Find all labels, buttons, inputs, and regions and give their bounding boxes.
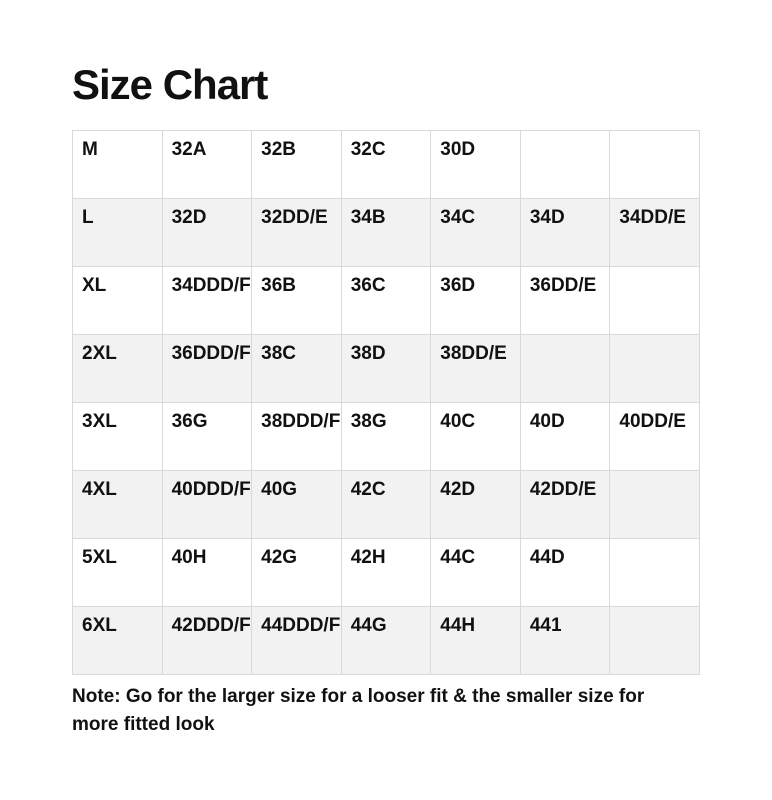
size-cell: 40G [252,471,342,539]
table-row [73,335,700,403]
size-cell: 44H [431,607,521,675]
size-cell: 34D [520,199,610,267]
size-cell [520,335,610,403]
size-label-cell: 3XL [73,403,163,471]
size-cell: 40H [162,539,252,607]
size-cell: 36G [162,403,252,471]
size-cell: 38G [341,403,431,471]
size-cell: 44C [431,539,521,607]
size-label-cell: XL [73,267,163,335]
note-text: Note: Go for the larger size for a looser fit & the smaller size for more fitted look [72,686,645,735]
size-chart-table [72,130,700,675]
size-cell: 38C [252,335,342,403]
table-row [73,471,700,539]
size-cell: 36D [431,267,521,335]
size-cell: 32A [162,131,252,199]
table-row [73,131,700,199]
size-cell: 441 [520,607,610,675]
size-cell: 42DD/E [520,471,610,539]
size-cell: 32C [341,131,431,199]
size-cell [520,131,610,199]
size-label-cell: 4XL [73,471,163,539]
size-cell [610,267,700,335]
table-row [73,607,700,675]
table-row [73,539,700,607]
size-cell: 32D [162,199,252,267]
size-cell: 40D [520,403,610,471]
size-cell: 38DD/E [431,335,521,403]
size-label-cell: 5XL [73,539,163,607]
table-row [73,199,700,267]
size-cell: 36C [341,267,431,335]
size-cell: 42C [341,471,431,539]
size-cell: 32DD/E [252,199,342,267]
table-row [73,267,700,335]
size-cell [610,471,700,539]
size-cell: 34DDD/F [162,267,252,335]
size-cell: 44D [520,539,610,607]
size-cell: 38DDD/F [252,403,342,471]
size-cell: 34C [431,199,521,267]
size-cell [610,131,700,199]
size-label-cell: 6XL [73,607,163,675]
size-chart-body [73,131,700,675]
size-cell: 34B [341,199,431,267]
size-cell: 44DDD/F [252,607,342,675]
size-cell: 44G [341,607,431,675]
size-cell: 36B [252,267,342,335]
size-label-cell: 2XL [73,335,163,403]
size-cell: 30D [431,131,521,199]
size-cell: 34DD/E [610,199,700,267]
size-cell: 42DDD/F [162,607,252,675]
size-cell: 36DDD/F [162,335,252,403]
size-cell [610,335,700,403]
size-cell [610,539,700,607]
size-cell: 42H [341,539,431,607]
size-label-cell: M [73,131,163,199]
size-cell: 42G [252,539,342,607]
page-title: Size Chart [72,61,268,108]
size-cell: 40DD/E [610,403,700,471]
size-cell: 40C [431,403,521,471]
table-row [73,403,700,471]
size-cell: 42D [431,471,521,539]
size-cell: 40DDD/F [162,471,252,539]
size-cell: 32B [252,131,342,199]
size-label-cell: L [73,199,163,267]
size-cell: 36DD/E [520,267,610,335]
size-cell [610,607,700,675]
size-cell: 38D [341,335,431,403]
